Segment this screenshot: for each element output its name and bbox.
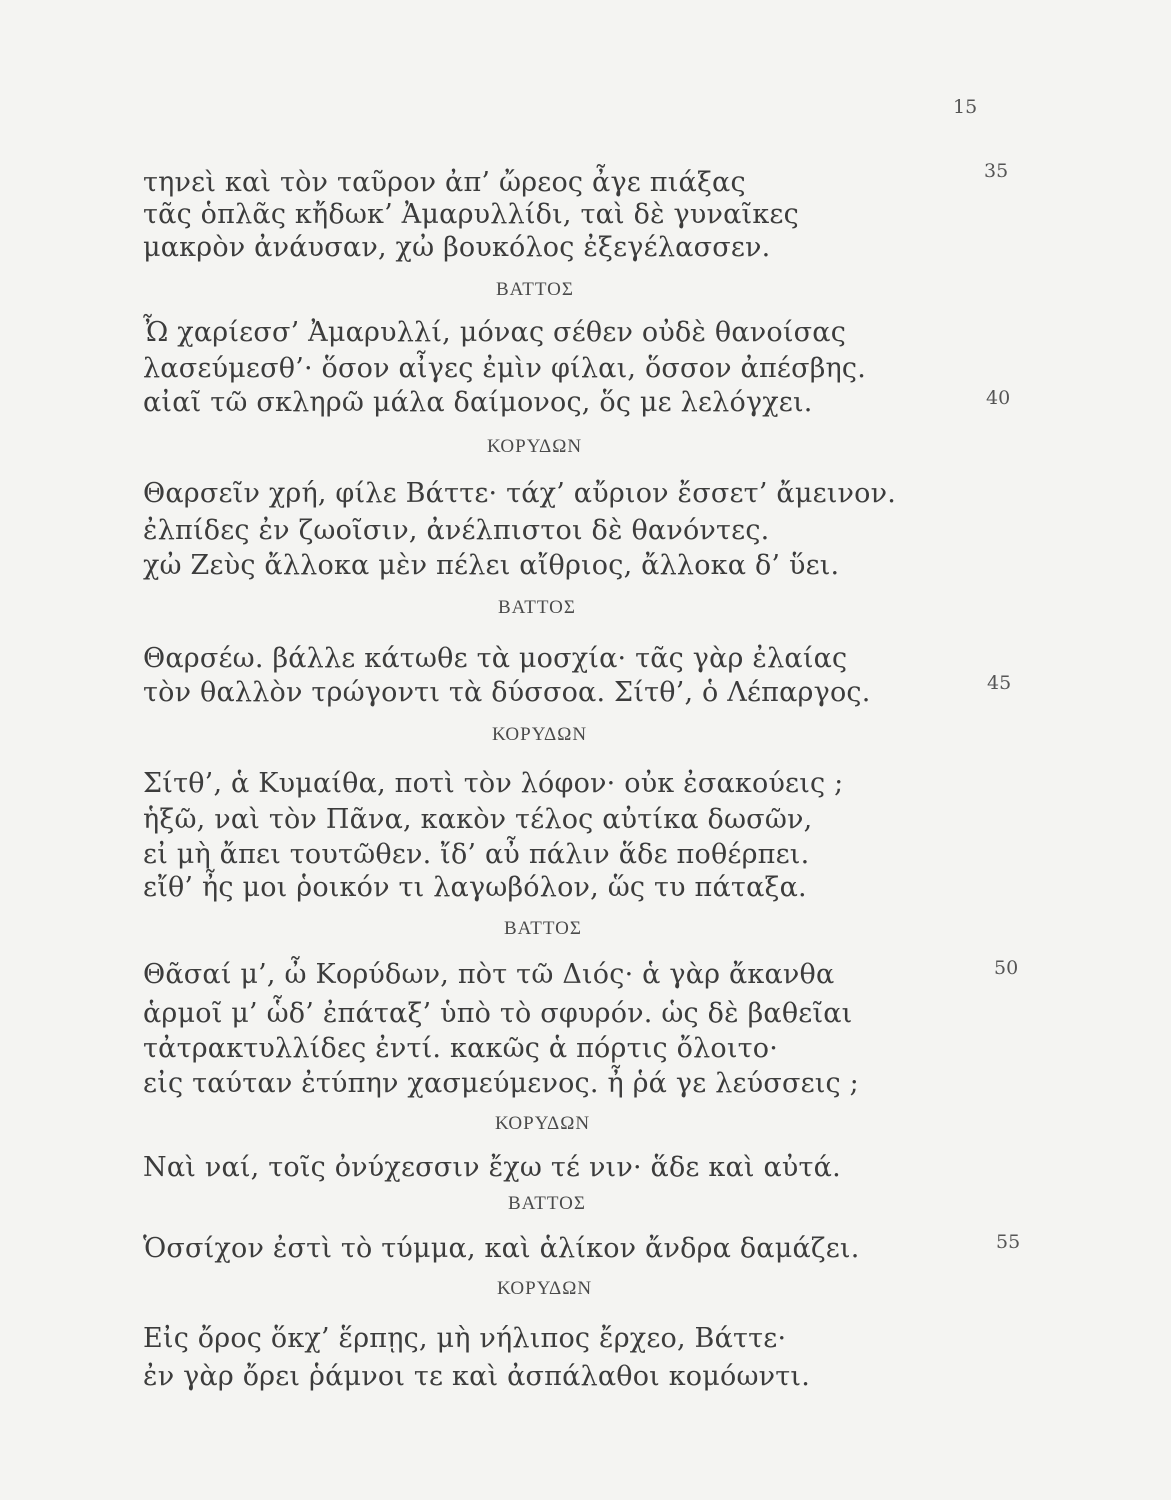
verse-line: ἡξῶ, ναὶ τὸν Πᾶνα, κακὸν τέλος αὐτίκα δωσῶν,: [143, 804, 813, 835]
verse-line: ἐλπίδες ἐν ζωοῖσιν, ἀνέλπιστοι δὲ θανόντες.: [143, 515, 770, 546]
verse-line: τηνεὶ καὶ τὸν ταῦρον ἀπ’ ὤρεος ἆγε πιάξας: [143, 167, 746, 198]
line-number-35: 35: [984, 160, 1009, 182]
speaker-heading: ΒΑΤΤΟΣ: [504, 918, 582, 939]
speaker-heading: ΚΟΡΥΔΩΝ: [487, 436, 583, 457]
verse-line: Θαρσεῖν χρή, φίλε Βάττε· τάχ’ αὔριον ἔσσετ’ ἄμεινον.: [143, 478, 897, 509]
line-number-50: 50: [994, 957, 1019, 979]
line-number-45: 45: [987, 672, 1012, 694]
verse-line: τἀτρακτυλλίδες ἐντί. κακῶς ἁ πόρτις ὄλοιτο·: [143, 1033, 778, 1064]
line-number-40: 40: [986, 387, 1011, 409]
verse-line: Ὁσσίχον ἐστὶ τὸ τύμμα, καὶ ἁλίκον ἄνδρα δαμάζει.: [143, 1233, 860, 1264]
speaker-heading: ΚΟΡΥΔΩΝ: [497, 1278, 593, 1299]
verse-line: αἰαῖ τῶ σκληρῶ μάλα δαίμονος, ὅς με λελόγχει.: [143, 387, 813, 418]
speaker-heading: ΒΑΤΤΟΣ: [498, 597, 576, 618]
verse-line: Σίτθ’, ἁ Κυμαίθα, ποτὶ τὸν λόφον· οὐκ ἐσακούεις ;: [143, 768, 844, 799]
verse-line: τᾶς ὁπλᾶς κἤδωκ’ Ἀμαρυλλίδι, ταὶ δὲ γυναῖκες: [143, 199, 799, 230]
speaker-heading: ΚΟΡΥΔΩΝ: [495, 1113, 591, 1134]
verse-line: εἴθ’ ἦς μοι ῥοικόν τι λαγωβόλον, ὥς τυ πάταξα.: [143, 872, 807, 903]
verse-line: ἐν γὰρ ὄρει ῥάμνοι τε καὶ ἀσπάλαθοι κομόωντι.: [143, 1361, 811, 1392]
speaker-heading: ΒΑΤΤΟΣ: [496, 279, 574, 300]
speaker-heading: ΒΑΤΤΟΣ: [508, 1193, 586, 1214]
page-number: 15: [953, 96, 978, 118]
speaker-heading: ΚΟΡΥΔΩΝ: [492, 724, 588, 745]
verse-line: Ναὶ ναί, τοῖς ὀνύχεσσιν ἔχω τέ νιν· ἅδε καὶ αὐτά.: [143, 1152, 841, 1183]
verse-line: εἰς ταύταν ἐτύπην χασμεύμενος. ἦ ῥά γε λεύσσεις ;: [143, 1068, 859, 1099]
verse-line: Ὦ χαρίεσσ’ Ἀμαρυλλί, μόνας σέθεν οὐδὲ θανοίσας: [143, 317, 847, 348]
verse-line: Θαρσέω. βάλλε κάτωθε τὰ μοσχία· τᾶς γὰρ ἐλαίας: [143, 643, 848, 674]
verse-line: τὸν θαλλὸν τρώγοντι τὰ δύσσοα. Σίτθ’, ὁ Λέπαργος.: [143, 677, 871, 708]
verse-line: Θᾶσαί μ’, ὦ Κορύδων, πὸτ τῶ Διός· ἁ γὰρ ἄκανθα: [143, 959, 835, 990]
verse-line: λασεύμεσθ’· ὅσον αἶγες ἐμὶν φίλαι, ὅσσον ἀπέσβης.: [143, 353, 866, 384]
line-number-55: 55: [996, 1231, 1021, 1253]
verse-line: εἰ μὴ ἄπει τουτῶθεν. ἴδ’ αὖ πάλιν ἅδε ποθέρπει.: [143, 839, 810, 870]
verse-line: ἁρμοῖ μ’ ὧδ’ ἐπάταξ’ ὑπὸ τὸ σφυρόν. ὡς δὲ βαθεῖαι: [143, 998, 853, 1029]
verse-line: Εἰς ὄρος ὅκχ’ ἕρπῃς, μὴ νήλιπος ἔρχεο, Βάττε·: [143, 1323, 787, 1354]
verse-line: μακρὸν ἀνάυσαν, χὠ βουκόλος ἐξεγέλασσεν.: [143, 232, 771, 263]
verse-line: χὠ Ζεὺς ἄλλοκα μὲν πέλει αἴθριος, ἄλλοκα δ’ ὕει.: [143, 550, 840, 581]
